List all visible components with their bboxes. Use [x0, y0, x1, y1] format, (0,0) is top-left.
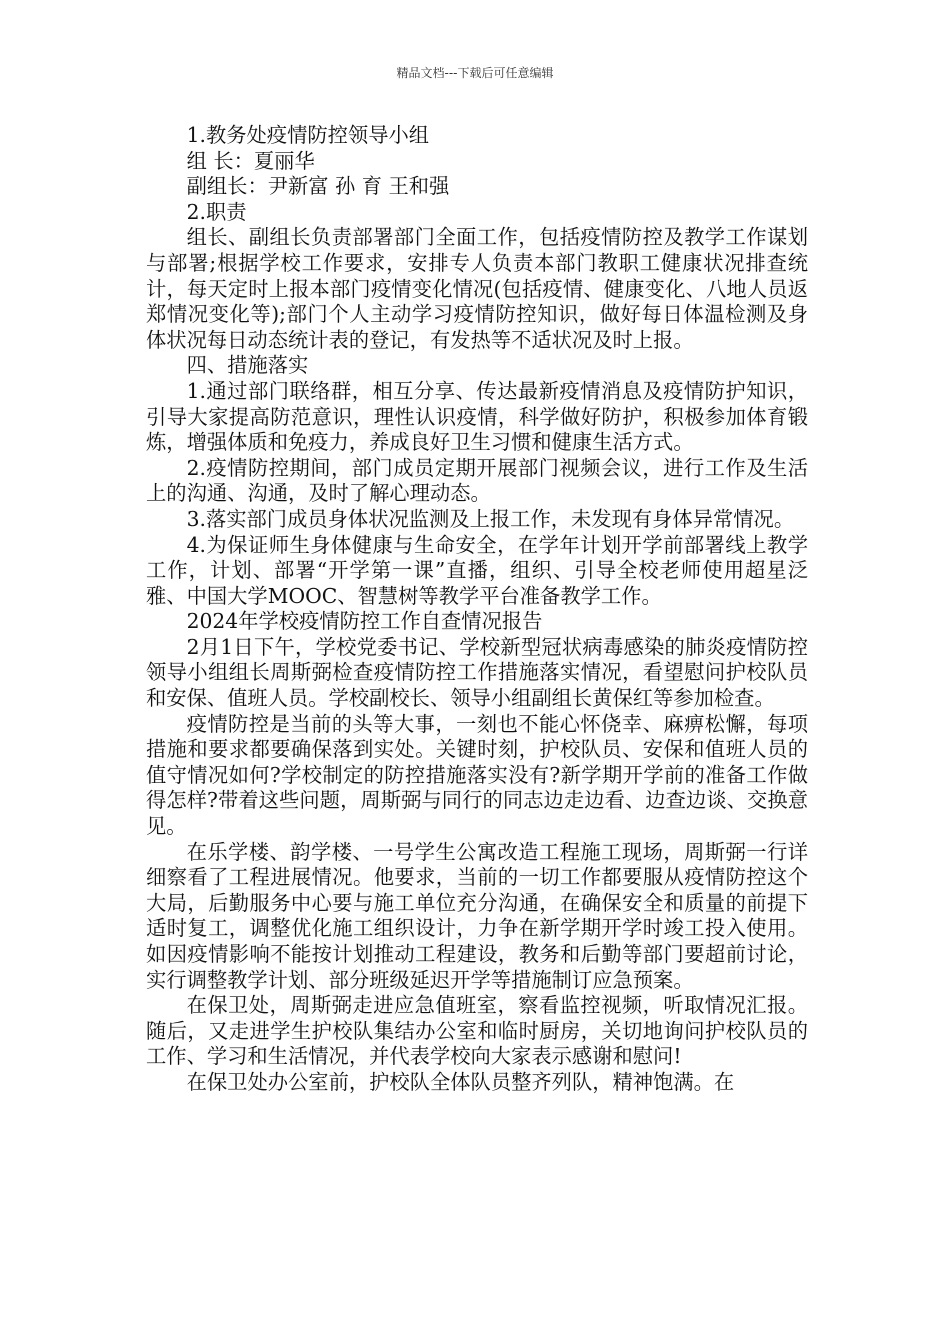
report-title: 2024年学校疫情防控工作自查情况报告	[186, 609, 543, 634]
section-heading-measures: 四、措施落实	[186, 353, 309, 378]
measure-item-2: 2.疫情防控期间，部门成员定期开展部门视频会议，进行工作及生活上的沟通、沟通，及时了解心理动态。	[146, 455, 808, 506]
report-paragraph-4: 在保卫处，周斯弼走进应急值班室，察看监控视频，听取情况汇报。随后，又走进学生护校队集结办公室和临时厨房，关切地询问护校队员的工作、学习和生活情况，并代表学校向大家表示感谢和慰问!	[146, 993, 808, 1069]
section-heading-duties: 2.职责	[186, 199, 247, 224]
measure-item-4: 4.为保证师生身体健康与生命安全，在学年计划开学前部署线上教学工作，计划、部署“开学第一课”直播，组织、引导全校老师使用超星泛雅、中国大学MOOC、智慧树等教学平台准备教学工作。	[146, 532, 808, 608]
page-header: 精品文档---下载后可任意编辑	[396, 66, 554, 80]
report-paragraph-2: 疫情防控是当前的头等大事，一刻也不能心怀侥幸、麻痹松懈，每项措施和要求都要确保落到实处。关键时刻，护校队员、安保和值班人员的值守情况如何?学校制定的防控措施落实没有?新学期开学前的准备工作做得怎样?带着这些问题，周斯弼与同行的同志边走边看、边查边谈、交换意见。	[146, 711, 808, 839]
section-heading-leading-group: 1.教务处疫情防控领导小组	[186, 123, 430, 147]
measure-item-1: 1.通过部门联络群，相互分享、传达最新疫情消息及疫情防护知识，引导大家提高防范意识，理性认识疫情，科学做好防护，积极参加体育锻炼，增强体质和免疫力，养成良好卫生习惯和健康生活方式。	[146, 378, 808, 455]
measure-item-3: 3.落实部门成员身体状况监测及上报工作，未发现有身体异常情况。	[186, 506, 795, 531]
document-body	[146, 123, 808, 1096]
deputy-leader-line: 副组长：尹新富 孙 育 王和强	[186, 174, 450, 199]
report-paragraph-3: 在乐学楼、韵学楼、一号学生公寓改造工程施工现场，周斯弼一行详细察看了工程进展情况。他要求，当前的一切工作都要服从疫情防控这个大局，后勤服务中心要与施工单位充分沟通，在确保安全和质量的前提下适时复工，调整优化施工组织设计，力争在新学期开学时竣工投入使用。如因疫情影响不能按计划推动工程建设，教务和后勤等部门要超前讨论，实行调整教学计划、部分班级延迟开学等措施制订应急预案。	[146, 839, 808, 992]
report-paragraph-5: 在保卫处办公室前，护校队全体队员整齐列队，精神饱满。在	[186, 1069, 735, 1094]
duties-paragraph: 组长、副组长负责部署部门全面工作，包括疫情防控及教学工作谋划与部署;根据学校工作要求，安排专人负责本部门教职工健康状况排查统计，每天定时上报本部门疫情变化情况(包括疫情、健康变化、八地人员返郑情况变化等);部门个人主动学习疫情防控知识，做好每日体温检测及身体状况每日动态统计表的登记，有发热等不适状况及时上报。	[146, 225, 808, 352]
leader-line: 组 长：夏丽华	[186, 148, 315, 173]
report-paragraph-1: 2月1日下午，学校党委书记、学校新型冠状病毒感染的肺炎疫情防控领导小组组长周斯弼检查疫情防控工作措施落实情况，看望慰问护校队员和安保、值班人员。学校副校长、领导小组副组长黄保红等参加检查。	[146, 634, 808, 711]
